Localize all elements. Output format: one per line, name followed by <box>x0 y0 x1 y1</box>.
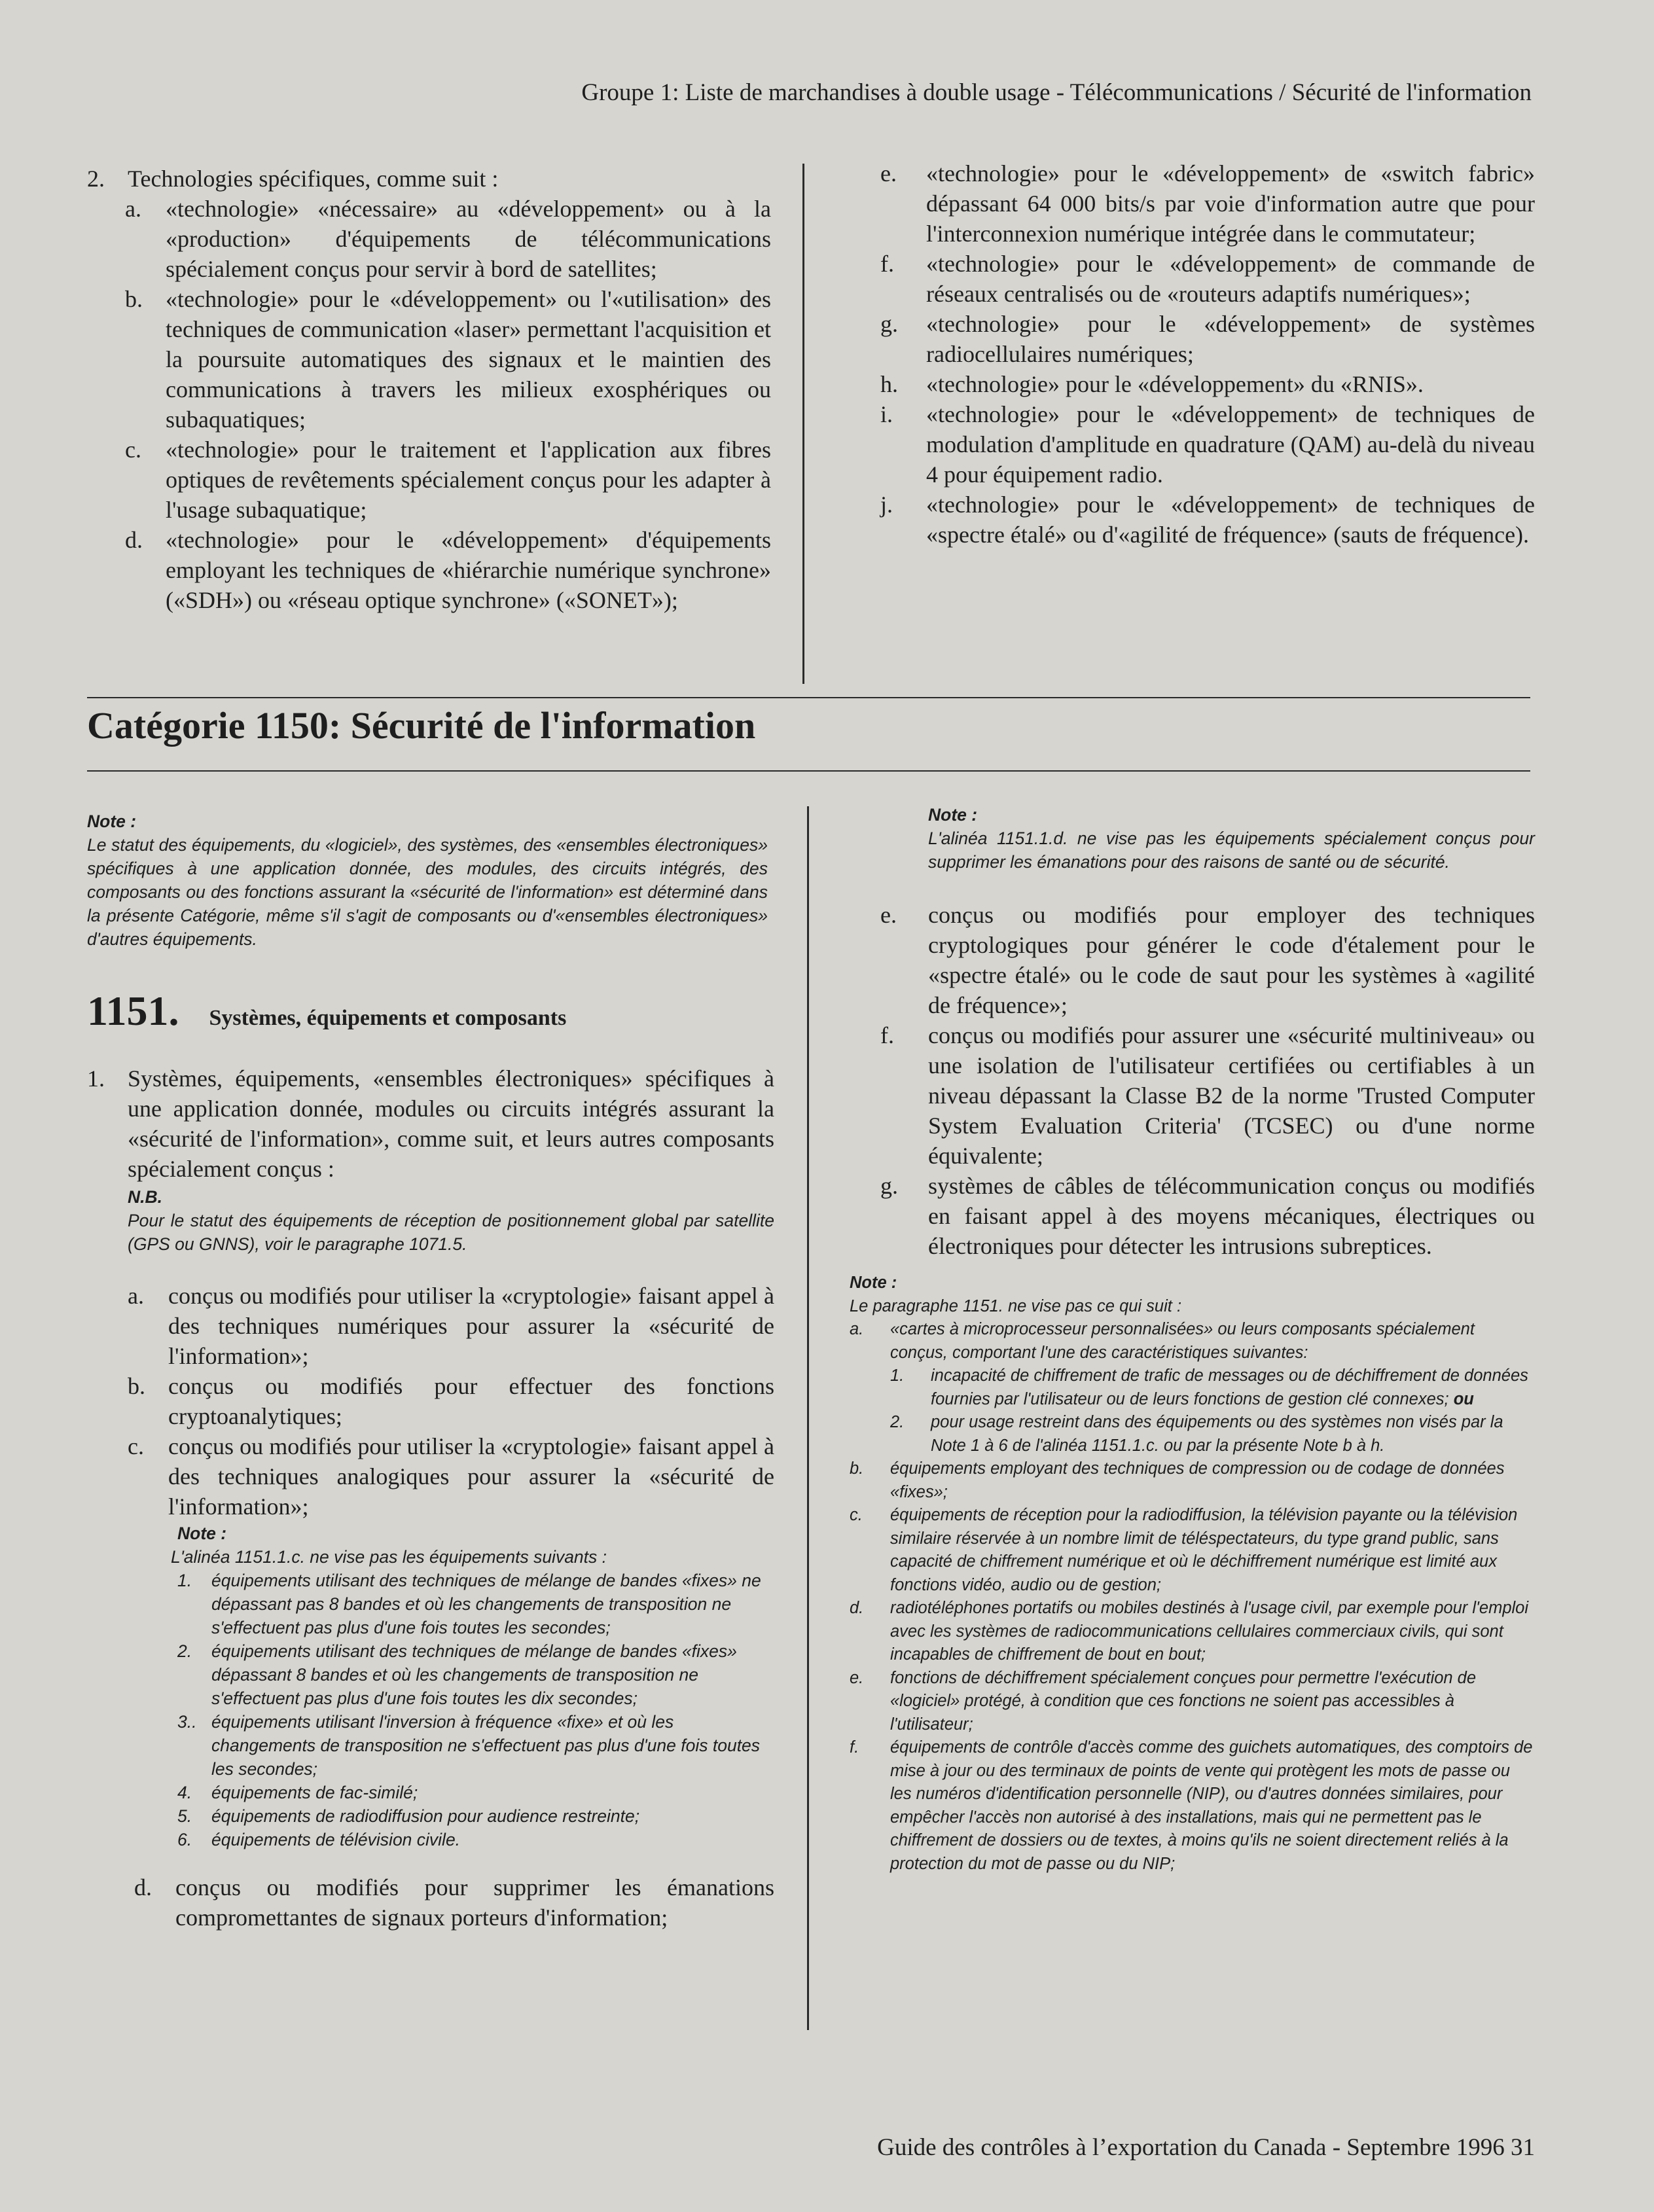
item-number: 1. <box>87 1065 105 1092</box>
sub-items-efg <box>850 900 1535 1261</box>
item-label: j. <box>880 491 893 518</box>
item-label: i. <box>880 401 893 427</box>
item-text: «technologie» pour le traitement et l'application aux fibres optiques de revêtements spécialement conçus pour les adapter à l'usage subaquatique; <box>166 437 771 523</box>
section-title: Systèmes, équipements et composants <box>209 1006 567 1030</box>
note-item-label: 1. <box>177 1571 192 1590</box>
intro-item-2 <box>87 164 771 194</box>
item-1 <box>87 1063 774 1184</box>
note-title: Note : <box>177 1524 227 1543</box>
note-item-label: 5. <box>177 1806 192 1826</box>
note-item-text: équipements de contrôle d'accès comme des guichets automatiques, des comptoirs de mise à jour ou des terminaux de points de vente qui protègent les mots de passe ou les numéros d'identification personnelle (NIP), ou d'autres données similaires, pour empêcher l'accès non autorisé à des installations, mais qui ne permettent pas le chiffrement de dossiers ou de textes, à moins qu'ils ne soient directement reliés à la protection du mot de passe ou du NIP; <box>890 1738 1533 1873</box>
column-divider <box>802 164 804 684</box>
item-label: a. <box>128 1283 144 1309</box>
page-footer: Guide des contrôles à l’exportation du Canada - Septembre 1996 31 <box>877 2134 1535 2161</box>
item-text: conçus ou modifiés pour utiliser la «cryptologie» faisant appel à des techniques analogiques pour assurer la «sécurité de l'information»; <box>168 1433 774 1520</box>
running-header: Groupe 1: Liste de marchandises à double usage - Télécommunications / Sécurité de l'information <box>581 79 1532 106</box>
note-title: Note : <box>928 805 978 825</box>
item-text: Systèmes, équipements, «ensembles électroniques» spécifiques à une application donnée, modules ou circuits intégrés assurant la «sécurité de l'information», comme suit, et leurs autres composants spécialement conçus : <box>128 1065 774 1182</box>
note-item-text: radiotéléphones portatifs ou mobiles destinés à l'usage civil, par exemple pour l'emploi avec les systèmes de radiocommunications cellulaires commerciaux civils, qui sont incapables de chiffrement de bout en bout; <box>890 1599 1529 1664</box>
note-item-text: fonctions de déchiffrement spécialement conçues pour permettre l'exécution de «logiciel» protégé, à condition que ces fonctions ne soient pas accessibles à l'utilisateur; <box>890 1668 1477 1734</box>
item-text: conçus ou modifiés pour employer des techniques cryptologiques pour générer le code d'étalement pour le «spectre étalé» ou le code de saut pour les systèmes à «agilité de fréquence»; <box>928 902 1535 1018</box>
section-heading <box>87 987 566 1035</box>
category-rule-bottom <box>87 770 1530 772</box>
item-label: d. <box>125 527 143 553</box>
note-item <box>850 1597 1535 1667</box>
category-title: Catégorie 1150: Sécurité de l'information <box>87 704 756 747</box>
item-label: f. <box>880 1022 894 1048</box>
list-item <box>880 369 1535 399</box>
final-note <box>850 1272 1535 1876</box>
item-text: «technologie» pour le «développement» de systèmes radiocellulaires numériques; <box>926 311 1535 367</box>
note-item-text: équipements employant des techniques de compression ou de codage de données «fixes»; <box>890 1459 1505 1501</box>
top-left-column <box>87 164 771 615</box>
list-item <box>880 900 1535 1020</box>
item-label: b. <box>125 286 143 312</box>
bottom-left-column <box>87 1063 774 1933</box>
note-intro: Le paragraphe 1151. ne vise pas ce qui suit : <box>850 1296 1182 1315</box>
note-item <box>850 1504 1535 1597</box>
note-item-label: d. <box>850 1599 864 1617</box>
note-subitem-text: incapacité de chiffrement de trafic de messages ou de déchiffrement de données fournies par l'utilisateur ou de leurs fonctions de gestion clé connexes; <box>931 1366 1528 1408</box>
note-title: Note : <box>87 812 137 831</box>
note-item <box>171 1804 774 1828</box>
item-text: conçus ou modifiés pour effectuer des fonctions cryptoanalytiques; <box>168 1373 774 1429</box>
note-item <box>171 1639 774 1710</box>
note-text: L'alinéa 1151.1.d. ne vise pas les équipements spécialement conçus pour supprimer les émanations pour des raisons de santé ou de sécurité. <box>928 829 1535 872</box>
item-text: «technologie» pour le «développement» de techniques de modulation d'amplitude en quadrature (QAM) au-delà du niveau 4 pour équipement radio. <box>926 401 1535 488</box>
note-text: Le statut des équipements, du «logiciel», des systèmes, des «ensembles électroniques» spécifiques à une application donnée, des modules, des circuits intégrés, des composants ou des fonctions assurant la «sécurité de l'information» est déterminé dans la présente Catégorie, même s'il s'agit de composants ou d'«ensembles électroniques» d'autres équipements. <box>87 835 768 949</box>
item-label: d. <box>134 1874 152 1900</box>
note-a-subitems <box>850 1365 1535 1457</box>
bottom-right-column <box>850 803 1535 1876</box>
nb-text: Pour le statut des équipements de réception de positionnement global par satellite (GPS ou GNNS), voir le paragraphe 1071.5. <box>128 1211 774 1254</box>
list-item <box>125 525 771 615</box>
item-number: 2. <box>87 166 105 192</box>
section-number: 1151. <box>87 988 179 1034</box>
list-item <box>880 158 1535 249</box>
item-text: «technologie» pour le «développement» de «switch fabric» dépassant 64 000 bits/s par voie d'information autre que pour l'interconnexion numérique intégrée dans le commutateur; <box>926 160 1535 247</box>
note-item <box>171 1710 774 1781</box>
note-item-label: b. <box>850 1459 864 1478</box>
note-subitem-tail: ou <box>1453 1389 1474 1408</box>
note-item-label: c. <box>850 1506 863 1524</box>
nb-note <box>128 1185 774 1256</box>
item-text: Technologies spécifiques, comme suit : <box>128 166 499 192</box>
note-item-label: 6. <box>177 1830 192 1849</box>
item-text: conçus ou modifiés pour utiliser la «cryptologie» faisant appel à des techniques numériques pour assurer la «sécurité de l'information»; <box>168 1283 774 1369</box>
note-item <box>171 1781 774 1804</box>
nb-title: N.B. <box>128 1187 162 1207</box>
item-text: «technologie» pour le «développement» ou l'«utilisation» des techniques de communication «laser» permettant l'acquisition et la poursuite automatiques des signaux et le maintien des communications à travers les milieux exosphériques ou subaquatiques; <box>166 286 771 433</box>
note-title: Note : <box>850 1274 897 1292</box>
sub-items-abc <box>87 1281 774 1522</box>
note-subitem-label: 2. <box>890 1413 905 1431</box>
note-item <box>850 1667 1535 1737</box>
note-item-text: équipements de réception pour la radiodiffusion, la télévision payante ou la télévision similaire réservée à un nombre limit de téléspectateurs, du type grand public, sans capacité de chiffrement numérique et où le déchiffrement numérique est limité aux fonctions vidéo, audio ou de gestion; <box>890 1506 1518 1594</box>
note-item-text: équipements utilisant des techniques de mélange de bandes «fixes» ne dépassant pas 8 bandes et où les changements de transposition ne s'effectuent pas plus d'une fois toutes les secondes; <box>211 1571 761 1637</box>
item-label: a. <box>125 196 141 222</box>
note-item-label: e. <box>850 1668 864 1687</box>
note-item <box>171 1828 774 1851</box>
list-item <box>128 1371 774 1431</box>
note-item-label: 3.. <box>177 1712 197 1732</box>
note-intro: L'alinéa 1151.1.c. ne vise pas les équipements suivants : <box>171 1547 607 1567</box>
top-right-column <box>880 158 1535 550</box>
note-item <box>850 1736 1535 1876</box>
list-item <box>125 284 771 435</box>
list-item <box>880 399 1535 490</box>
item-label: c. <box>128 1433 144 1459</box>
item-text: conçus ou modifiés pour supprimer les émanations compromettantes de signaux porteurs d'information; <box>175 1874 774 1931</box>
list-item <box>880 1020 1535 1171</box>
item-text: systèmes de câbles de télécommunication conçus ou modifiés en faisant appel à des moyens mécaniques, électriques ou électroniques pour détecter les intrusions subreptices. <box>928 1173 1535 1259</box>
item-text: «technologie» pour le «développement» de commande de réseaux centralisés ou de «routeurs adaptifs numériques»; <box>926 251 1535 307</box>
item-text: «technologie» pour le «développement» de techniques de «spectre étalé» ou d'«agilité de fréquence» (sauts de fréquence). <box>926 491 1535 548</box>
note-item-label: 2. <box>177 1641 192 1661</box>
note-item-text: équipements de radiodiffusion pour audience restreinte; <box>211 1806 640 1826</box>
note-item <box>171 1569 774 1639</box>
category-note <box>87 810 768 951</box>
note-subitem-text: pour usage restreint dans des équipements ou des systèmes non visés par la Note 1 à 6 de l'alinéa 1151.1.c. ou par la présente Note b à h. <box>931 1413 1503 1455</box>
note-item-text: équipements de fac-similé; <box>211 1783 418 1802</box>
note-item-label: 4. <box>177 1783 192 1802</box>
list-item <box>880 1171 1535 1261</box>
note-subitem <box>890 1411 1535 1457</box>
list-item <box>880 490 1535 550</box>
item-label: e. <box>880 160 897 187</box>
note-item <box>850 1457 1535 1504</box>
note-item-a <box>850 1318 1535 1365</box>
item-d <box>87 1872 774 1933</box>
note-subitem-label: 1. <box>890 1366 905 1385</box>
item-label: h. <box>880 371 898 397</box>
item-label: f. <box>880 251 894 277</box>
list-item <box>128 1431 774 1522</box>
list-item <box>125 194 771 284</box>
list-item <box>128 1281 774 1371</box>
item-text: «technologie» pour le «développement» d'équipements employant les techniques de «hiérarchie numérique synchrone» («SDH») ou «réseau optique synchrone» («SONET»); <box>166 527 771 613</box>
note-d <box>928 803 1535 874</box>
item-label: g. <box>880 1173 898 1199</box>
category-rule-top <box>87 697 1530 698</box>
item-label: g. <box>880 311 898 337</box>
note-item-label: f. <box>850 1738 859 1757</box>
column-divider <box>807 806 809 2030</box>
item-text: conçus ou modifiés pour assurer une «sécurité multiniveau» ou une isolation de l'utilisateur certifiées ou certifiables à un niveau dépassant la Classe B2 de la norme 'Trusted Computer System Evaluation Criteria' (TCSEC) ou d'une norme équivalente; <box>928 1022 1535 1169</box>
note-subitem <box>890 1365 1535 1411</box>
list-item <box>880 309 1535 369</box>
note-subitem-body <box>931 1365 1535 1411</box>
item-text: «technologie» «nécessaire» au «développement» ou à la «production» d'équipements de télécommunications spécialement conçus pour servir à bord de satellites; <box>166 196 771 282</box>
item-text: «technologie» pour le «développement» du «RNIS». <box>926 371 1424 397</box>
item-label: b. <box>128 1373 145 1399</box>
item-label: c. <box>125 437 141 463</box>
item-label: e. <box>880 902 897 928</box>
note-item-text: équipements de télévision civile. <box>211 1830 461 1849</box>
list-item <box>125 435 771 525</box>
note-item-text: équipements utilisant l'inversion à fréquence «fixe» et où les changements de transposition ne s'effectuent pas plus d'une fois toutes les secondes; <box>211 1712 761 1779</box>
note-c <box>171 1522 774 1851</box>
list-item <box>880 249 1535 309</box>
tech-items <box>87 194 771 615</box>
note-item-text: «cartes à microprocesseur personnalisées» ou leurs composants spécialement conçus, comportant l'une des caractéristiques suivantes: <box>890 1320 1475 1362</box>
note-item-label: a. <box>850 1320 864 1338</box>
note-item-text: équipements utilisant des techniques de mélange de bandes «fixes» dépassant 8 bandes et où les changements de transposition ne s'effectuent pas plus d'une fois toutes les dix secondes; <box>211 1641 737 1708</box>
